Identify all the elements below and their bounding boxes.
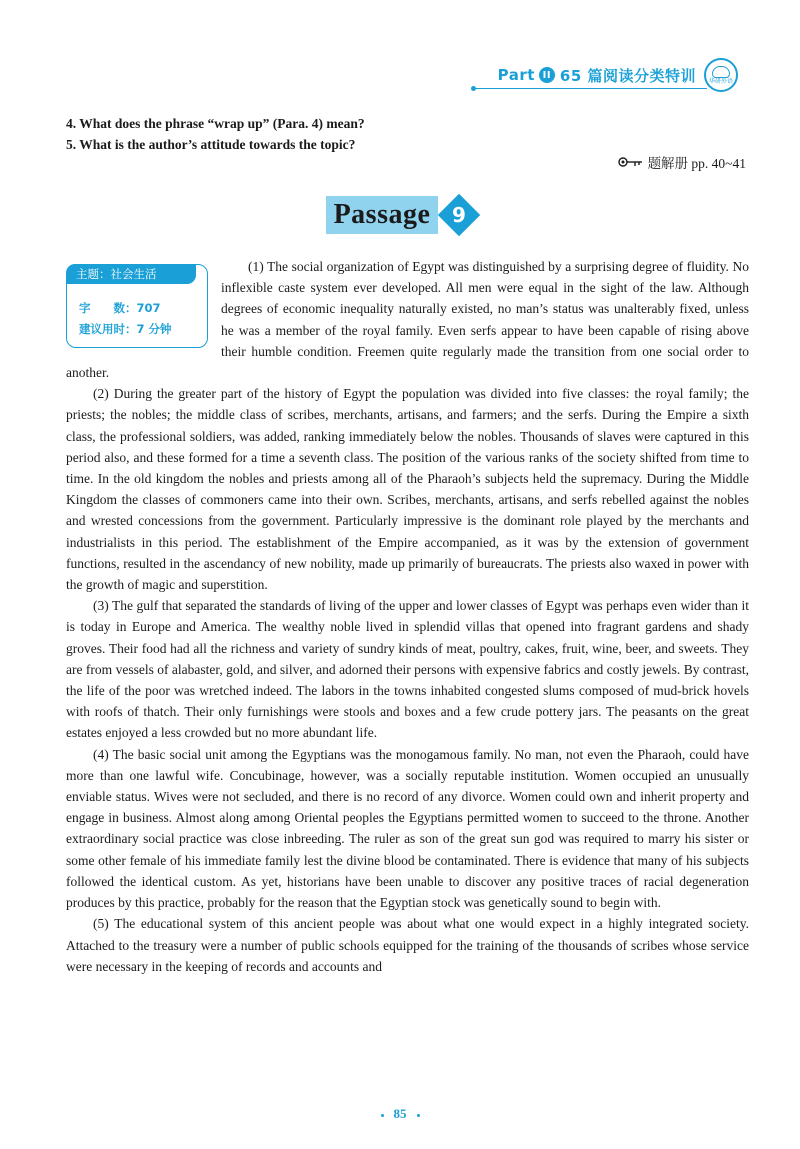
passage-title: Passage (326, 196, 439, 234)
series-header (498, 65, 696, 86)
word-count: 字 数：707 (79, 301, 161, 315)
suggested-time: 建议用时：7 分钟 (79, 322, 172, 336)
paragraph: (1) The social organization of Egypt was distinguished by a surprising degree of fluidity. No inflexible caste system ever developed. All men were equal in the sight of the law. Although degrees of economic inequality naturally existed, no man’s status was unalterably fixed, unless he was a member of the royal family. Even serfs appear to have been capable of rising above their humble condition. Freemen quite regularly made the transition from one social order to another. (66, 259, 749, 381)
publisher-logo-icon (704, 58, 738, 92)
paragraph: (5) The educational system of this ancient people was about what one would expect in a highly integrated society. Attached to the treasury were a number of public schools equipped for the training of the thousands of scribes whose service were necessary in the keeping of records and accounts and (66, 916, 749, 974)
series-title: 65 篇阅读分类特训 (559, 66, 696, 85)
key-icon (618, 157, 644, 167)
paragraph: (4) The basic social unit among the Egyptians was the monogamous family. No man, not even the Pharaoh, could have more than one lawful wife. Concubinage, however, was a socially reputable institution. Women occupied an unusually enviable status. Wives were not secluded, and there is no record of any divorce. Women could own and inherit property and engage in business. Almost along among Oriental peoples the Egyptians permitted women to succeed to the throne. Another extraordinary social practice was close inbreeding. The ruler as son of the great sun god was required to marry his sister or some other female of his immediate family lest the divine blood be contaminated. There is evidence that many of his subjects followed the identical custom. As yet, historians have been unable to discover any positive traces of racial degeneration produces by this practice, probably for the reason that the Egyptian stock was genetically sound to begin with. (66, 746, 749, 911)
question-item: 5. What is the author’s attitude towards the topic? (66, 137, 356, 152)
topic-label: 主题：社会生活 (66, 264, 196, 284)
passage-heading (0, 196, 800, 234)
paragraph: (3) The gulf that separated the standards of living of the upper and lower classes of Egypt was perhaps even wider than it is today in Europe and America. The wealthy noble lived in splendid villas that opened into fragrant gardens and shady groves. Their food had all the richness and variety of sundry kinds of meat, poultry, cakes, fruit, wine, beer, and sweets. They are from vessels of alabaster, gold, and silver, and adorned their persons with expensive fabrics and costly jewels. By contrast, the life of the poor was wretched indeed. The labors in the towns inhabited congested slums composed of mud-brick hovels with roofs of thatch. Their only furnishings were stools and boxes and a few crude pottery jars. The peasants on the great estates enjoyed a less crowded but no more abundant life. (66, 598, 749, 741)
part-label: Part (497, 66, 535, 84)
page-header (498, 58, 738, 92)
passage-body (66, 256, 749, 977)
paragraph: (2) During the greater part of the history of Egypt the population was divided into five classes: the royal family; the priests; the nobles; the middle class of scribes, merchants, artisans, and farmers; and the serfs. During the Empire a sixth class, the professional soldiers, was added, ranking immediately below the nobles. Thousands of slaves were captured in this period also, and these formed for a time a seventh class. The position of the various ranks of the society shifted from time to time. In the old kingdom the nobles and priests among all of the Pharaoh’s subjects held the supremacy. During the Middle Kingdom the classes of commoners came into their own. Scribes, merchants, artisans, and serfs rebelled against the nobles and wrested concessions from the government. Particularly impressive is the dominant role played by the merchants and industrialists in this period. The establishment of the Empire accompanied, as it was by the extension of government functions, resulted in the ascendancy of new nobility, made up primarily of bureaucrats. The priests also waxed in power with the growth of magic and superstition. (66, 386, 749, 593)
question-item: 4. What does the phrase “wrap up” (Para. 4) mean? (66, 116, 365, 131)
part-numeral-badge: II (539, 67, 555, 83)
answer-reference-text: 题解册 pp. 40~41 (647, 156, 746, 171)
page-number-text: 85 (393, 1106, 407, 1121)
header-rule (475, 88, 707, 89)
passage-number-badge (438, 194, 480, 236)
logo-text: 华研外语 (708, 77, 733, 85)
passage-number: 9 (452, 202, 467, 227)
question-list (66, 113, 365, 155)
page-number (0, 1106, 800, 1122)
answer-reference (618, 152, 746, 172)
